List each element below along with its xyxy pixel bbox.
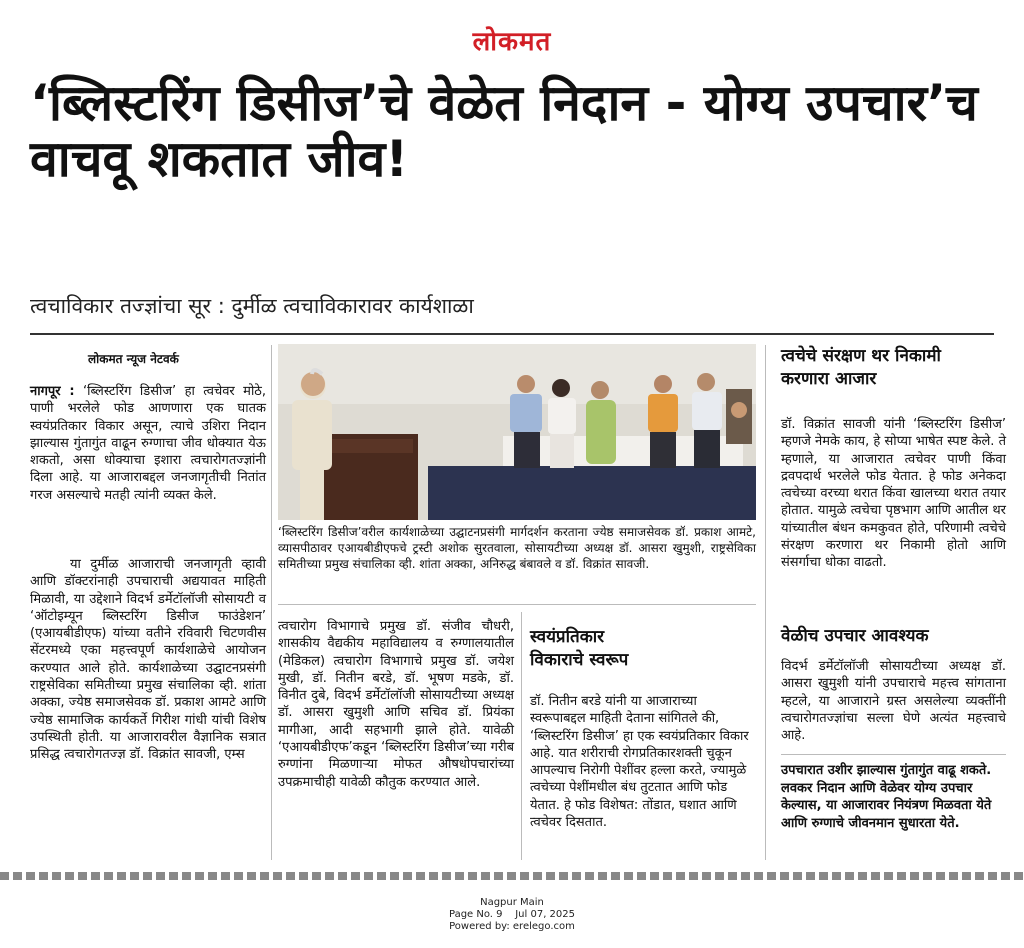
masthead-logo: लोकमत	[472, 27, 552, 57]
headline: ‘ब्लिस्टरिंग डिसीज’चे वेळेत निदान - योग्य उपचार’च वाचवू शकतात जीव!	[30, 74, 978, 188]
photo-caption: ‘ब्लिस्टरिंग डिसीज’वरील कार्यशाळेच्या उद्घाटनप्रसंगी मार्गदर्शन करताना ज्येष्ठ समाजसेवक डॉ. प्रकाश आमटे, व्यासपीठावर एआयबीडीएफचे ट्रस्टी अशोक सुरतवाला, सोसायटीच्या अध्यक्ष डॉ. आसरा खुमुशी, राष्ट्रसेविका समितीच्या प्रमुख संचालिका व्ही. शांता अक्का, अनिरुद्ध बंबावले व डॉ. विक्रांत सावजी.	[278, 525, 756, 572]
section-heading-nature: स्वयंप्रतिकार विकाराचे स्वरूप	[530, 627, 629, 670]
footer-edition: Nagpur Main	[480, 897, 544, 908]
article-column-1-para-2: या दुर्मीळ आजाराची जनजागृती व्हावी आणि डॉक्टरांनाही उपचाराची अद्ययावत माहिती मिळावी, या उद्देशाने विदर्भ डर्मेटॉलॉजी सोसायटी व ‘ऑटोइम्यून ब्लिस्टरिंग डिसीज फाउंडेशन’ (एआयबीडीएफ) यांच्या वतीने रविवारी चिटणवीस सेंटरमध्ये एका महत्त्वपूर्ण कार्यशाळेचे आयोजन करण्यात आले होते. कार्यशाळेच्या उद्घाटनप्रसंगी राष्ट्रसेविका समितीच्या प्रमुख संचालिका व्ही. शांता अक्का, ज्येष्ठ समाजसेवक डॉ. प्रकाश आमटे आणि ज्येष्ठ सामाजिक कार्यकर्ते गिरीश गांधी यांची विशेष उपस्थिती होती. या आजारावरील वैज्ञानिक सत्रात प्रसिद्ध त्वचारोगतज्ज्ञ डॉ. विक्रांत सावजी, एम्स	[30, 557, 266, 763]
article-column-4-bold-para: उपचारात उशीर झाल्यास गुंतागुंत वाढू शकते. लवकर निदान आणि वेळेवर योग्य उपचार केल्यास, या आजारावर नियंत्रण मिळवता येते आणि रुग्णाचे जीवनमान सुधारता येते.	[781, 763, 992, 831]
byline: लोकमत न्यूज नेटवर्क	[88, 352, 179, 366]
dateline: नागपूर :	[30, 384, 75, 399]
page-edge-border	[0, 872, 1024, 880]
page-footer	[0, 897, 1024, 933]
section-heading-protection: त्वचेचे संरक्षण थर निकामी करणारा आजार	[781, 346, 941, 389]
column-4-divider	[781, 754, 1006, 755]
section-heading-timely-treatment: वेळीच उपचार आवश्यक	[781, 626, 929, 646]
column-divider-1	[271, 345, 272, 860]
article-column-2: त्वचारोग विभागाचे प्रमुख डॉ. संजीव चौधरी, शासकीय वैद्यकीय महाविद्यालय व रुग्णालयातील (मेडिकल) त्वचारोग विभागाचे प्रमुख डॉ. जयेश मुखी, डॉ. नितीन बरडे, डॉ. भूषण मडके, डॉ. विनीत दुबे, विदर्भ डर्मेटॉलॉजी सोसायटीच्या अध्यक्ष डॉ. आसरा खुमुशी आणि सचिव डॉ. प्रियंका मागीआ, आदी सहभागी झाले होते. यावेळी ‘एआयबीडीएफ’कडून ‘ब्लिस्टरिंग डिसीज’च्या गरीब रुग्णांना मिळणाऱ्या मोफत औषधोपचारांच्या उपक्रमाचीही यावेळी कौतुक करण्यात आले.	[278, 619, 514, 790]
divider-top	[30, 333, 994, 335]
event-photo	[278, 344, 756, 520]
column-divider-3	[765, 345, 766, 860]
footer-date: Jul 07, 2025	[515, 909, 576, 920]
article-column-1	[30, 383, 266, 504]
column-divider-2	[521, 612, 522, 860]
article-column-4-para-2: विदर्भ डर्मेटॉलॉजी सोसायटीच्या अध्यक्ष डॉ. आसरा खुमुशी यांनी उपचाराचे महत्त्व सांगताना म्हटले, या आजाराने ग्रस्त असलेल्या व्यक्तींनी त्वचारोगतज्ज्ञांचा सल्ला घेणे अत्यंत महत्त्वाचे आहे.	[781, 659, 1006, 744]
footer-page-number: Page No. 9	[448, 909, 503, 920]
article-column-4-para-1: डॉ. विक्रांत सावजी यांनी ‘ब्लिस्टरिंग डिसीज’ म्हणजे नेमके काय, हे सोप्या भाषेत स्पष्ट केले. ते म्हणाले, या आजारात त्वचेवर पाणी किंवा द्रवपदार्थ भरलेले फोड येतात. हे फोड अनेकदा त्वचेच्या वरच्या थरात किंवा खालच्या थरात तयार होतात. यामुळे त्वचेचा पृष्ठभाग आणि आतील थर यांच्यातील बंधन कमकुवत होते, परिणामी त्वचेचे संरक्षण करणारा थर निकामी होतो आणि संसर्गाचा धोका वाढतो.	[781, 417, 1006, 571]
footer-page-date	[0, 909, 1024, 921]
article-column-3: डॉ. नितीन बरडे यांनी या आजाराच्या स्वरूपाबद्दल माहिती देताना सांगितले की, ‘ब्लिस्टरिंग डिसीज’ हा एक स्वयंप्रतिकार विकार आहे. यात शरीराची रोगप्रतिकारशक्ती चुकून आपल्याच निरोगी पेशींवर हल्ला करते, ज्यामुळे त्वचेच्या पेशींमधील बंध तुटतात आणि फोड येतात. हे फोड विशेषत: तोंडात, घशात आणि त्वचेवर दिसतात.	[530, 694, 749, 830]
col1-para-1: ‘ब्लिस्टरिंग डिसीज’ हा त्वचेवर मोठे, पाणी भरलेले फोड आणणारा एक घातक स्वयंप्रतिकार विकार असून, त्याचे उशिरा निदान झाल्यास गुंतागुंत वाढून रुग्णाचा जीव धोक्यात येऊ शकतो, असा धोक्याचा इशारा त्वचारोगतज्ज्ञांनी दिला आहे. या आजाराबद्दल जनजागृतीची नितांत गरज असल्याचे मतही त्यांनी व्यक्त केले.	[30, 384, 266, 503]
event-photo-illustration	[278, 344, 756, 520]
subheadline: त्वचाविकार तज्ज्ञांचा सूर : दुर्मीळ त्वचाविकारावर कार्यशाळा	[30, 294, 474, 318]
footer-powered-by: Powered by: erelego.com	[449, 921, 575, 932]
caption-divider	[278, 604, 756, 605]
